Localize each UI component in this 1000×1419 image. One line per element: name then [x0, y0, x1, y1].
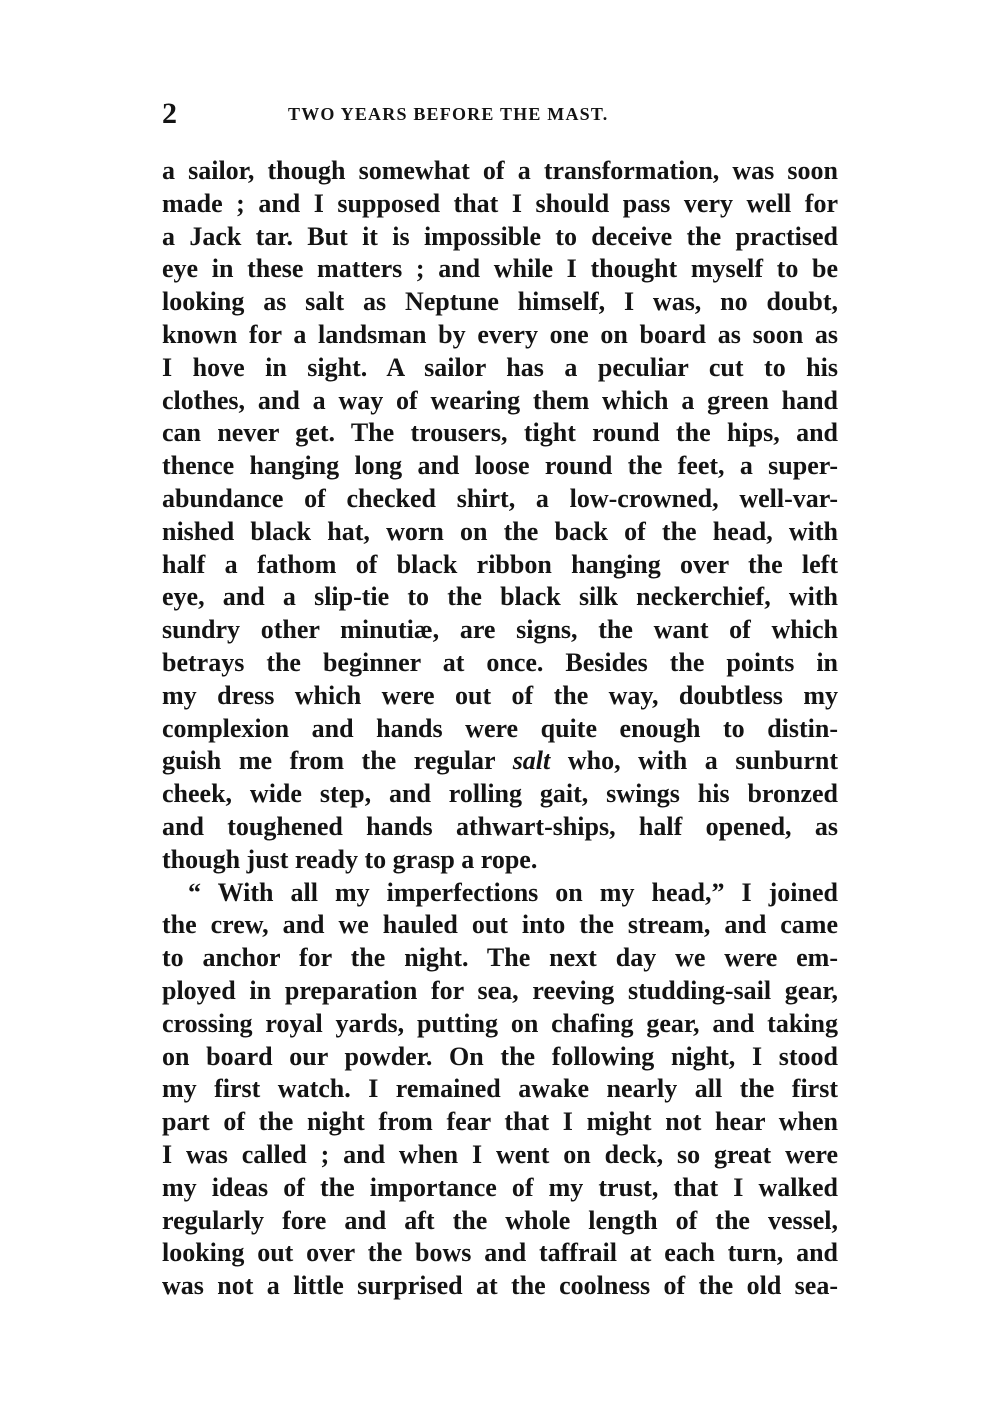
text-line: abundance of checked shirt, a low-crowned, well-var-	[162, 483, 838, 513]
text-line: the crew, and we hauled out into the stream, and came	[162, 910, 838, 940]
text-line: was not a little surprised at the coolness of the old sea-	[162, 1271, 838, 1301]
text-line: ployed in preparation for sea, reeving studding-sail gear,	[162, 975, 838, 1005]
italic-word: salt	[512, 746, 551, 776]
text-line: my ideas of the importance of my trust, that I walked	[162, 1172, 838, 1202]
text-line: half a fathom of black ribbon hanging over the left	[162, 549, 838, 579]
text-line: a Jack tar. But it is impossible to deceive the practised	[162, 221, 838, 251]
text-line: nished black hat, worn on the back of the head, with	[162, 516, 838, 546]
running-header	[162, 96, 852, 136]
text-line: part of the night from fear that I might not hear when	[162, 1107, 838, 1137]
text-line: my first watch. I remained awake nearly all the first	[162, 1074, 838, 1104]
text-line: though just ready to grasp a rope.	[162, 844, 538, 874]
text-line: can never get. The trousers, tight round the hips, and	[162, 418, 838, 448]
page-number: 2	[162, 97, 177, 130]
running-title: TWO YEARS BEFORE THE MAST.	[288, 104, 609, 124]
text-line: cheek, wide step, and rolling gait, swings his bronzed	[162, 779, 838, 809]
text-line: eye in these matters ; and while I thought myself to be	[162, 254, 838, 284]
text-line: known for a landsman by every one on board as soon as	[162, 319, 838, 349]
text-line: complexion and hands were quite enough to distin-	[162, 713, 838, 743]
text-line: and toughened hands athwart-ships, half opened, as	[162, 811, 838, 841]
text-line: sundry other minutiæ, are signs, the want of which	[162, 615, 838, 645]
text-segment: guish me from the regular	[162, 746, 513, 776]
text-line: thence hanging long and loose round the feet, a super-	[162, 451, 838, 481]
text-line: on board our powder. On the following night, I stood	[162, 1041, 838, 1071]
text-line: a sailor, though somewhat of a transformation, was soon	[162, 156, 838, 185]
text-line: “ With all my imperfections on my head,” I joined	[188, 877, 838, 907]
paragraph-1	[162, 155, 838, 877]
text-line: made ; and I supposed that I should pass very well for	[162, 188, 838, 218]
text-line: I was called ; and when I went on deck, so great were	[162, 1139, 838, 1169]
text-line: to anchor for the night. The next day we were em-	[162, 943, 838, 973]
body-text	[162, 155, 838, 1303]
paragraph-2	[162, 877, 838, 1303]
text-line: looking out over the bows and taffrail at each turn, and	[162, 1238, 838, 1268]
text-line: regularly fore and aft the whole length of the vessel,	[162, 1205, 838, 1235]
text-line: my dress which were out of the way, doubtless my	[162, 680, 838, 710]
text-line-with-italic	[162, 745, 838, 778]
text-line: clothes, and a way of wearing them which a green hand	[162, 385, 838, 415]
text-line: I hove in sight. A sailor has a peculiar cut to his	[162, 352, 838, 382]
text-line: looking as salt as Neptune himself, I was, no doubt,	[162, 287, 838, 317]
text-line: eye, and a slip-tie to the black silk neckerchief, with	[162, 582, 838, 612]
text-line: crossing royal yards, putting on chafing gear, and taking	[162, 1008, 838, 1038]
text-line: betrays the beginner at once. Besides the points in	[162, 647, 838, 677]
text-segment: who, with a sunburnt	[550, 746, 838, 776]
